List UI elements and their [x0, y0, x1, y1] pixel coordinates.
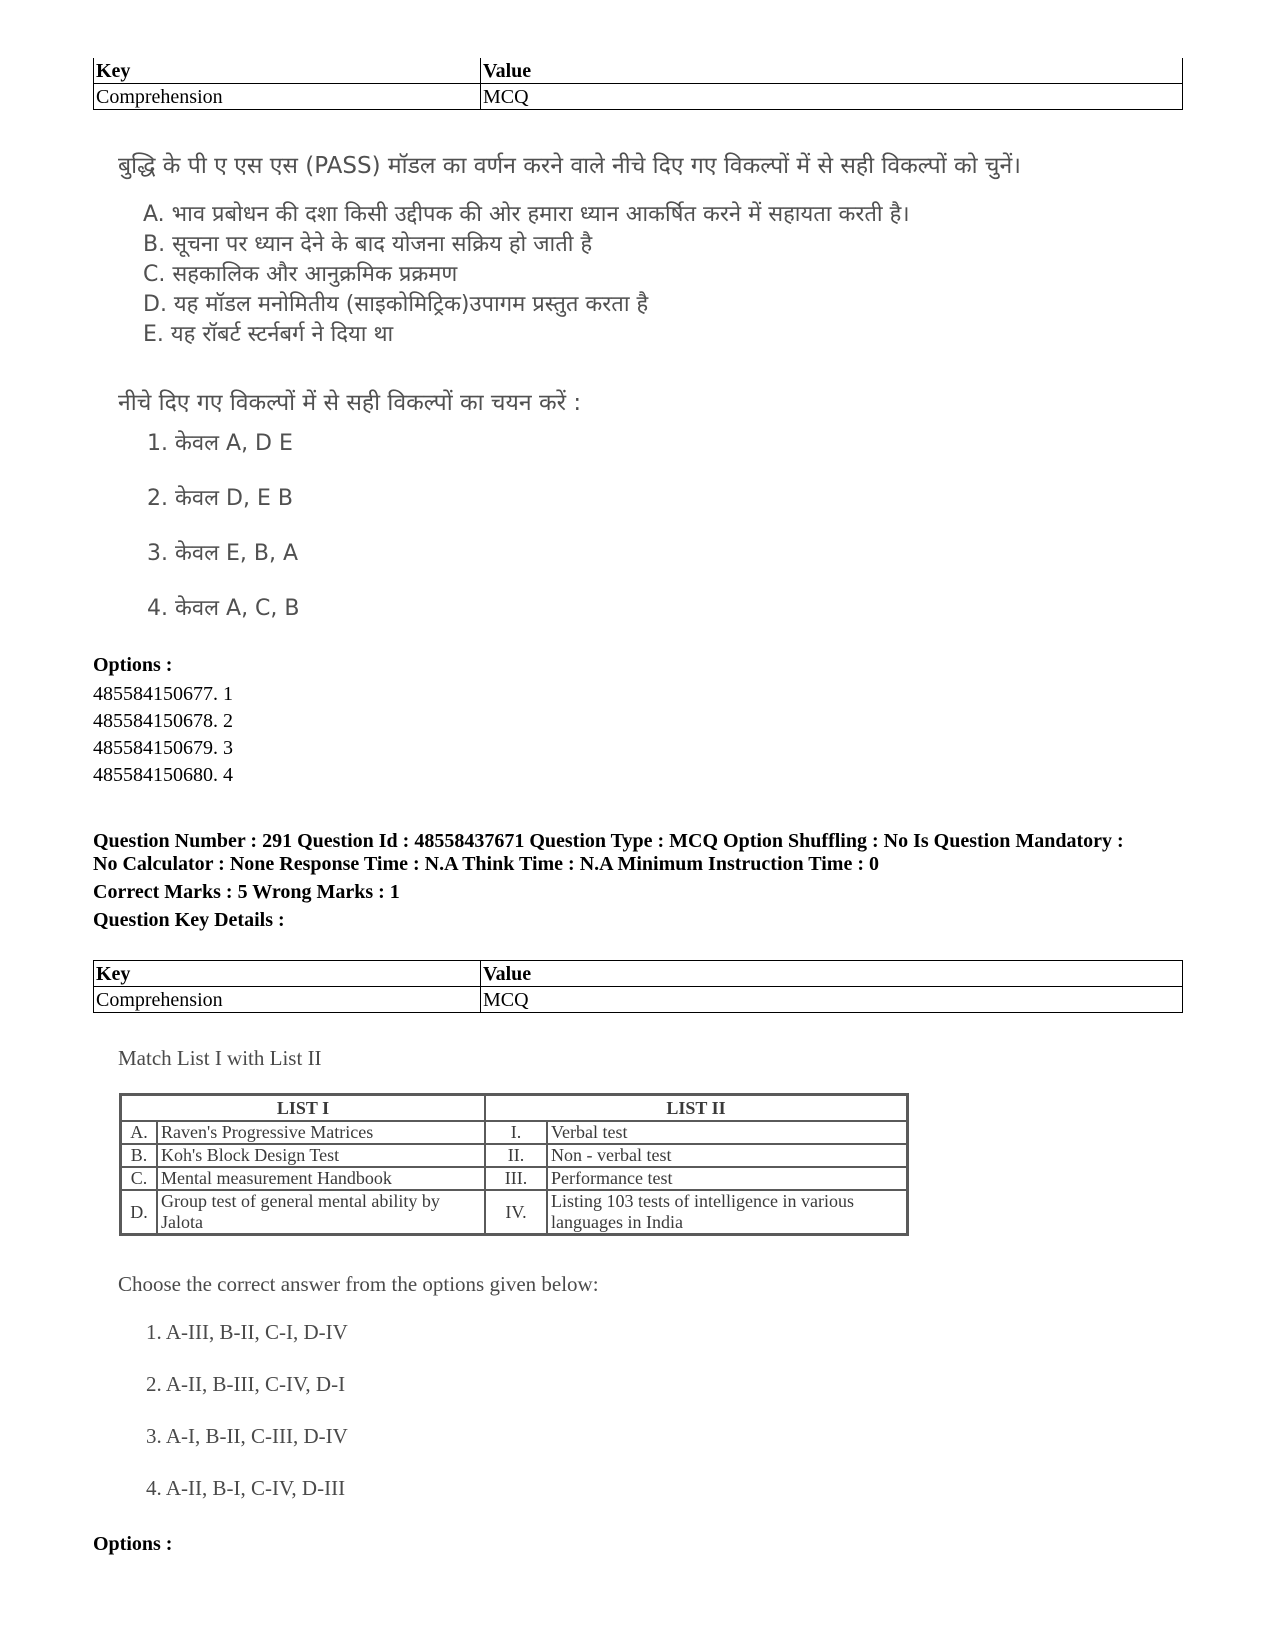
option-item: 485584150679. 3: [93, 737, 233, 759]
option-item: 485584150678. 2: [93, 710, 233, 732]
list-1-header: LIST I: [121, 1095, 486, 1122]
statement-e: E. यह रॉबर्ट स्टर्नबर्ग ने दिया था: [143, 322, 394, 347]
match-table: [119, 1093, 909, 1236]
statement-a: A. भाव प्रबोधन की दशा किसी उद्दीपक की ओर हमारा ध्यान आकर्षित करने में सहायता करती है।: [143, 202, 910, 227]
list-1-item: Mental measurement Handbook: [157, 1167, 485, 1190]
statement-b: B. सूचना पर ध्यान देने के बाद योजना सक्रिय हो जाती है: [143, 232, 593, 257]
list-1-item: Raven's Progressive Matrices: [157, 1121, 485, 1144]
list-2-header: LIST II: [485, 1095, 908, 1122]
question-stem: Match List I with List II: [118, 1046, 322, 1070]
choice-4: 4. A-II, B-I, C-IV, D-III: [146, 1476, 346, 1500]
row-numeral: III.: [485, 1167, 547, 1190]
table-header-row: [94, 58, 1183, 84]
statement-d: D. यह मॉडल मनोमितीय (साइकोमिट्रिक)उपागम प्रस्तुत करता है: [143, 292, 649, 317]
key-details-table: [93, 960, 1183, 1013]
row-letter: C.: [121, 1167, 158, 1190]
match-header-row: [121, 1095, 908, 1122]
list-1-item: Koh's Block Design Test: [157, 1144, 485, 1167]
row-letter: B.: [121, 1144, 158, 1167]
option-item: 485584150680. 4: [93, 764, 233, 786]
key-header: Key: [94, 961, 481, 987]
choice-2: 2. केवल D, E B: [147, 486, 293, 511]
table-row: [121, 1144, 908, 1167]
question-prompt: Choose the correct answer from the options given below:: [118, 1272, 599, 1296]
choice-3: 3. A-I, B-II, C-III, D-IV: [146, 1424, 348, 1448]
statement-c: C. सहकालिक और आनुक्रमिक प्रक्रमण: [143, 262, 458, 287]
list-1-item: Group test of general mental ability by Jalota: [157, 1190, 485, 1235]
key-header: Key: [94, 58, 481, 84]
table-header-row: [94, 961, 1183, 987]
value-header: Value: [481, 961, 1183, 987]
choice-3: 3. केवल E, B, A: [147, 541, 299, 566]
key-details-table: [93, 58, 1183, 110]
table-row: [121, 1167, 908, 1190]
options-label: Options :: [93, 1533, 173, 1555]
row-letter: A.: [121, 1121, 158, 1144]
question-meta-line2: No Calculator : None Response Time : N.A Think Time : N.A Minimum Instruction Time : 0: [93, 853, 879, 875]
key-cell: Comprehension: [94, 987, 481, 1013]
key-details-label: Question Key Details :: [93, 909, 285, 931]
options-label: Options :: [93, 654, 173, 676]
marks-line: Correct Marks : 5 Wrong Marks : 1: [93, 881, 400, 903]
row-letter: D.: [121, 1190, 158, 1235]
question-stem: बुद्धि के पी ए एस एस (PASS) मॉडल का वर्णन करने वाले नीचे दिए गए विकल्पों में से सही विकल्पों को चुनें।: [118, 153, 1022, 179]
question-prompt: नीचे दिए गए विकल्पों में से सही विकल्पों का चयन करें :: [118, 390, 582, 416]
row-numeral: I.: [485, 1121, 547, 1144]
list-2-item: Non - verbal test: [547, 1144, 908, 1167]
value-header: Value: [481, 58, 1183, 84]
row-numeral: IV.: [485, 1190, 547, 1235]
question-meta-line1: Question Number : 291 Question Id : 48558437671 Question Type : MCQ Option Shuffling : No Is Question Mandatory :: [93, 830, 1124, 852]
choice-4: 4. केवल A, C, B: [147, 596, 300, 621]
list-2-item: Listing 103 tests of intelligence in various languages in India: [547, 1190, 908, 1235]
value-cell: MCQ: [481, 987, 1183, 1013]
option-item: 485584150677. 1: [93, 683, 233, 705]
row-numeral: II.: [485, 1144, 547, 1167]
choice-1: 1. A-III, B-II, C-I, D-IV: [146, 1320, 348, 1344]
value-cell: MCQ: [481, 84, 1183, 110]
table-row: [121, 1190, 908, 1235]
key-cell: Comprehension: [94, 84, 481, 110]
choice-2: 2. A-II, B-III, C-IV, D-I: [146, 1372, 346, 1396]
list-2-item: Performance test: [547, 1167, 908, 1190]
table-row: [94, 84, 1183, 110]
list-2-item: Verbal test: [547, 1121, 908, 1144]
table-row: [121, 1121, 908, 1144]
choice-1: 1. केवल A, D E: [147, 431, 293, 456]
table-row: [94, 987, 1183, 1013]
